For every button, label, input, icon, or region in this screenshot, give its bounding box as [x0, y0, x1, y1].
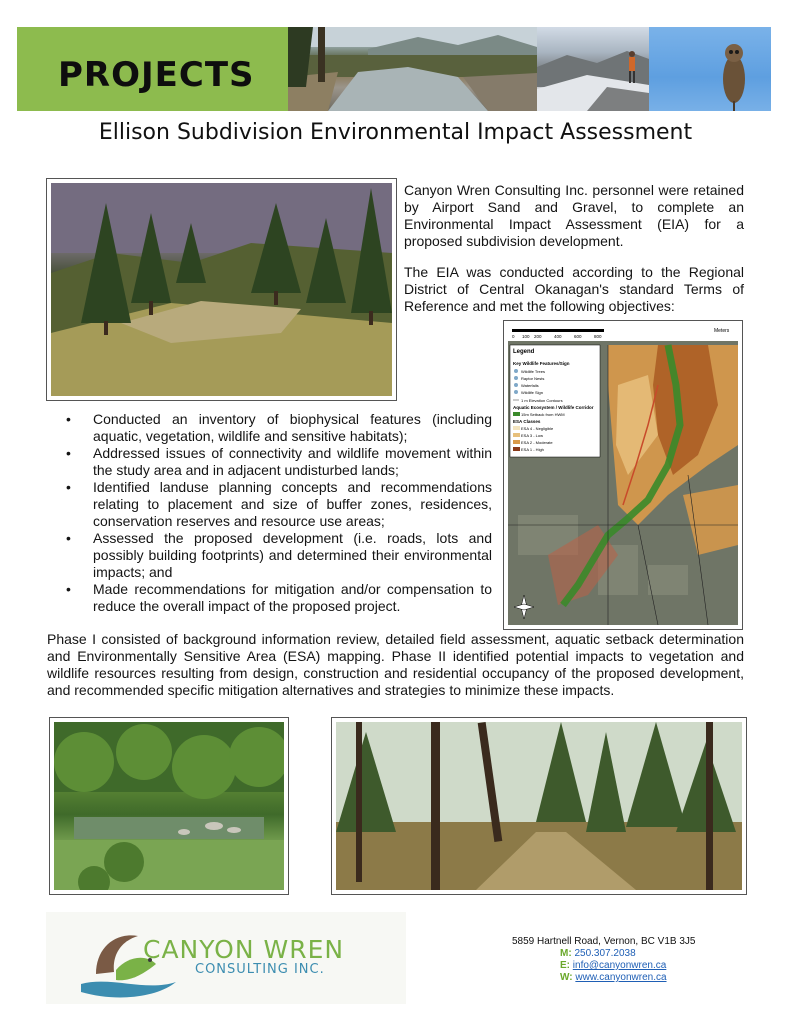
photo-forest: [331, 717, 747, 895]
header-photo-river: [288, 27, 537, 111]
esa-map: [503, 320, 743, 630]
map-legend-item: ESA 3 - Low: [521, 433, 544, 438]
intro-paragraph: Canyon Wren Consulting Inc. personnel were retained by Airport Sand and Gravel, to complete an Environmental Impact Assessment (EIA) for a proposed subdivision development.: [404, 182, 744, 249]
list-item: • Assessed the proposed development (i.e. roads, lots and possibly building footprints) and determined their environmental impacts; and: [66, 530, 492, 580]
website-link[interactable]: www.canyonwren.ca: [575, 972, 667, 983]
email-link[interactable]: info@canyonwren.ca: [572, 960, 667, 971]
bullet-icon: •: [66, 581, 71, 597]
map-legend-item: Waterfalls: [521, 383, 539, 388]
phone-number: 250.307.2038: [574, 948, 636, 959]
map-legend-item: 15m Setback from HWM: [521, 412, 565, 417]
photo-hillside: [46, 178, 397, 401]
map-scale-tick: 100: [522, 334, 530, 339]
phone-contact: [560, 948, 636, 959]
bullet-icon: •: [66, 411, 71, 427]
header-photo-owl: [649, 27, 771, 111]
address: 5859 Hartnell Road, Vernon, BC V1B 3J5: [512, 936, 696, 947]
map-legend-item: ESA 2 - Moderate: [521, 440, 553, 445]
map-legend-title: Legend: [513, 349, 535, 355]
header-photo-person-on-ridge: [537, 27, 649, 111]
email-label: E:: [560, 960, 570, 971]
bullet-icon: •: [66, 530, 71, 546]
phone-label: M:: [560, 948, 572, 959]
bullet-icon: •: [66, 445, 71, 461]
map-legend-item: Wildlife Trees: [521, 369, 546, 374]
phase-summary-paragraph: Phase I consisted of background information review, detailed field assessment, aquatic setback determination and Environmentally Sensitive Area (ESA) mapping. Phase II identified potential impacts to vegetation and wildlife resources resulting from design, construction and residential occupancy of the proposed development, and recommended specific mitigation alternatives and strategies to minimize these impacts.: [47, 631, 744, 698]
map-scale-tick: 800: [594, 334, 602, 339]
web-contact: [560, 972, 667, 983]
bullet-icon: •: [66, 479, 71, 495]
company-name: CANYON WREN: [143, 935, 345, 964]
terms-paragraph: The EIA was conducted according to the Regional District of Central Okanagan's standard Terms of Reference and met the following objectives:: [404, 264, 744, 314]
list-item: • Addressed issues of connectivity and wildlife movement within the study area and in adjacent undisturbed lands;: [66, 445, 492, 478]
page-title: Ellison Subdivision Environmental Impact Assessment: [98, 120, 693, 145]
map-legend-item: ESA 4 - Negligible: [521, 426, 554, 431]
web-label: W:: [560, 972, 573, 983]
list-item: • Conducted an inventory of biophysical features (including aquatic, vegetation, wildlife and sensitive habitats);: [66, 411, 492, 444]
map-legend-item: Wildlife Sign: [521, 390, 544, 395]
map-scale-tick: 200: [534, 334, 542, 339]
section-label: PROJECTS: [58, 55, 255, 95]
map-legend-heading: Key Wildlife Features/Sign: [513, 361, 570, 366]
map-legend-heading: Aquatic Ecosystem / Wildlife Corridor: [513, 405, 594, 410]
company-subtitle: CONSULTING INC.: [195, 962, 325, 977]
list-item: • Identified landuse planning concepts and recommendations relating to placement and size of buffer zones, residences, conservation reserves and resource use areas;: [66, 479, 492, 529]
email-contact: [560, 960, 666, 971]
map-scale-unit: Meters: [714, 328, 730, 334]
map-legend-heading: ESA Classes: [513, 419, 541, 424]
photo-creek: [49, 717, 289, 895]
map-scale-tick: 400: [554, 334, 562, 339]
map-scale-tick: 0: [512, 334, 515, 339]
map-scale-tick: 600: [574, 334, 582, 339]
map-legend-item: ESA 1 - High: [521, 447, 544, 452]
objectives-list: [60, 411, 492, 615]
list-item: • Made recommendations for mitigation and/or compensation to reduce the overall impact of the proposed project.: [66, 581, 492, 614]
map-legend-item: Raptor Nests: [521, 376, 545, 381]
map-legend-item: 1 m Elevation Contours: [521, 398, 563, 403]
